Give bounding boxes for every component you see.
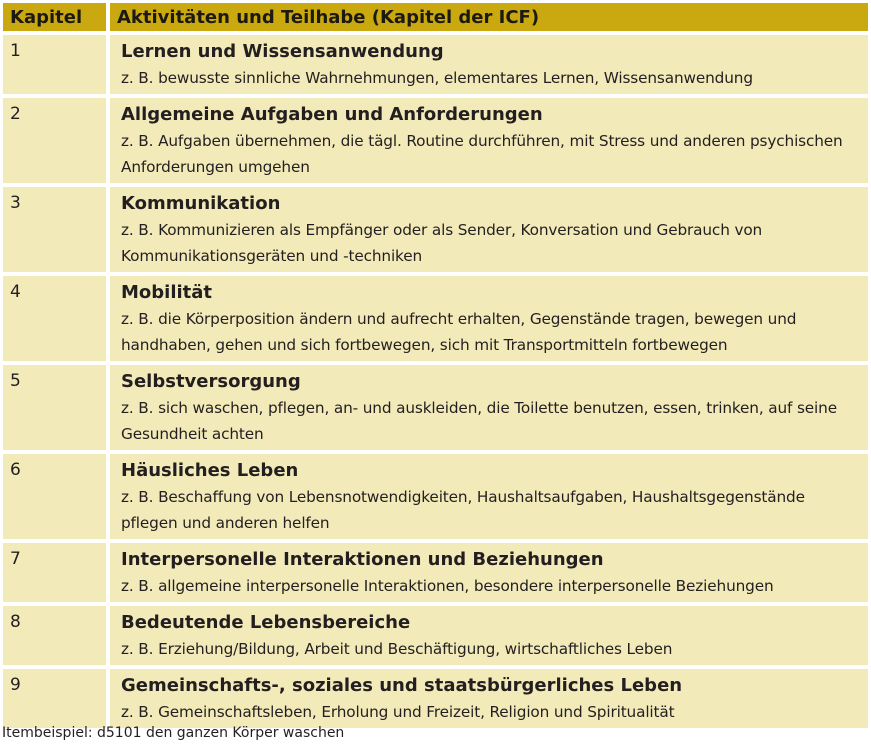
chapter-content bbox=[110, 276, 868, 365]
table-header-row bbox=[3, 3, 868, 35]
icf-activities-table bbox=[3, 3, 868, 732]
chapter-content bbox=[110, 35, 868, 98]
chapter-content bbox=[110, 543, 868, 606]
chapter-title: Häusliches Leben bbox=[121, 460, 299, 481]
chapter-number: 5 bbox=[3, 365, 110, 454]
table-row bbox=[3, 35, 868, 98]
chapter-title: Allgemeine Aufgaben und Anforderungen bbox=[121, 104, 543, 125]
chapter-description: z. B. Erziehung/Bildung, Arbeit und Beschäftigung, wirtschaftliches Leben bbox=[121, 640, 673, 658]
table-row bbox=[3, 454, 868, 543]
header-chapter: Kapitel bbox=[3, 3, 110, 35]
chapter-content bbox=[110, 98, 868, 187]
table-row bbox=[3, 187, 868, 276]
chapter-content bbox=[110, 454, 868, 543]
chapter-number: 4 bbox=[3, 276, 110, 365]
chapter-description: z. B. Beschaffung von Lebensnotwendigkeiten, Haushaltsaufgaben, Haushaltsgegenstände pflegen und anderen helfen bbox=[121, 488, 805, 532]
chapter-description: z. B. bewusste sinnliche Wahrnehmungen, elementares Lernen, Wissensanwendung bbox=[121, 69, 753, 87]
table-row bbox=[3, 365, 868, 454]
chapter-number: 9 bbox=[3, 669, 110, 732]
table-row bbox=[3, 543, 868, 606]
table-row bbox=[3, 606, 868, 669]
chapter-title: Kommunikation bbox=[121, 193, 281, 214]
chapter-description: z. B. Kommunizieren als Empfänger oder als Sender, Konversation und Gebrauch von Kommunikationsgeräten und -techniken bbox=[121, 221, 763, 265]
chapter-number: 1 bbox=[3, 35, 110, 98]
chapter-title: Bedeutende Lebensbereiche bbox=[121, 612, 411, 633]
chapter-number: 7 bbox=[3, 543, 110, 606]
chapter-number: 6 bbox=[3, 454, 110, 543]
chapter-number: 8 bbox=[3, 606, 110, 669]
chapter-content bbox=[110, 187, 868, 276]
header-activity: Aktivitäten und Teilhabe (Kapitel der ICF) bbox=[110, 3, 868, 35]
chapter-description: z. B. Aufgaben übernehmen, die tägl. Routine durchführen, mit Stress und anderen psychischen Anforderungen umgehen bbox=[121, 132, 843, 176]
chapter-content bbox=[110, 606, 868, 669]
chapter-description: z. B. sich waschen, pflegen, an- und auskleiden, die Toilette benutzen, essen, trinken, auf seine Gesundheit achten bbox=[121, 399, 837, 443]
chapter-description: z. B. die Körperposition ändern und aufrecht erhalten, Gegenstände tragen, bewegen und handhaben, gehen und sich fortbewegen, sich mit Transportmitteln fortbewegen bbox=[121, 310, 797, 354]
chapter-title: Mobilität bbox=[121, 282, 213, 303]
table-row bbox=[3, 276, 868, 365]
table-row bbox=[3, 98, 868, 187]
chapter-number: 2 bbox=[3, 98, 110, 187]
chapter-title: Selbstversorgung bbox=[121, 371, 301, 392]
item-example-footnote: Itembeispiel: d5101 den ganzen Körper waschen bbox=[2, 725, 345, 741]
chapter-number: 3 bbox=[3, 187, 110, 276]
chapter-title: Gemeinschafts-, soziales und staatsbürgerliches Leben bbox=[121, 675, 683, 696]
chapter-title: Interpersonelle Interaktionen und Beziehungen bbox=[121, 549, 604, 570]
chapter-content bbox=[110, 365, 868, 454]
chapter-description: z. B. allgemeine interpersonelle Interaktionen, besondere interpersonelle Beziehungen bbox=[121, 577, 774, 595]
chapter-description: z. B. Gemeinschaftsleben, Erholung und Freizeit, Religion und Spiritualität bbox=[121, 703, 675, 721]
chapter-title: Lernen und Wissensanwendung bbox=[121, 41, 444, 62]
